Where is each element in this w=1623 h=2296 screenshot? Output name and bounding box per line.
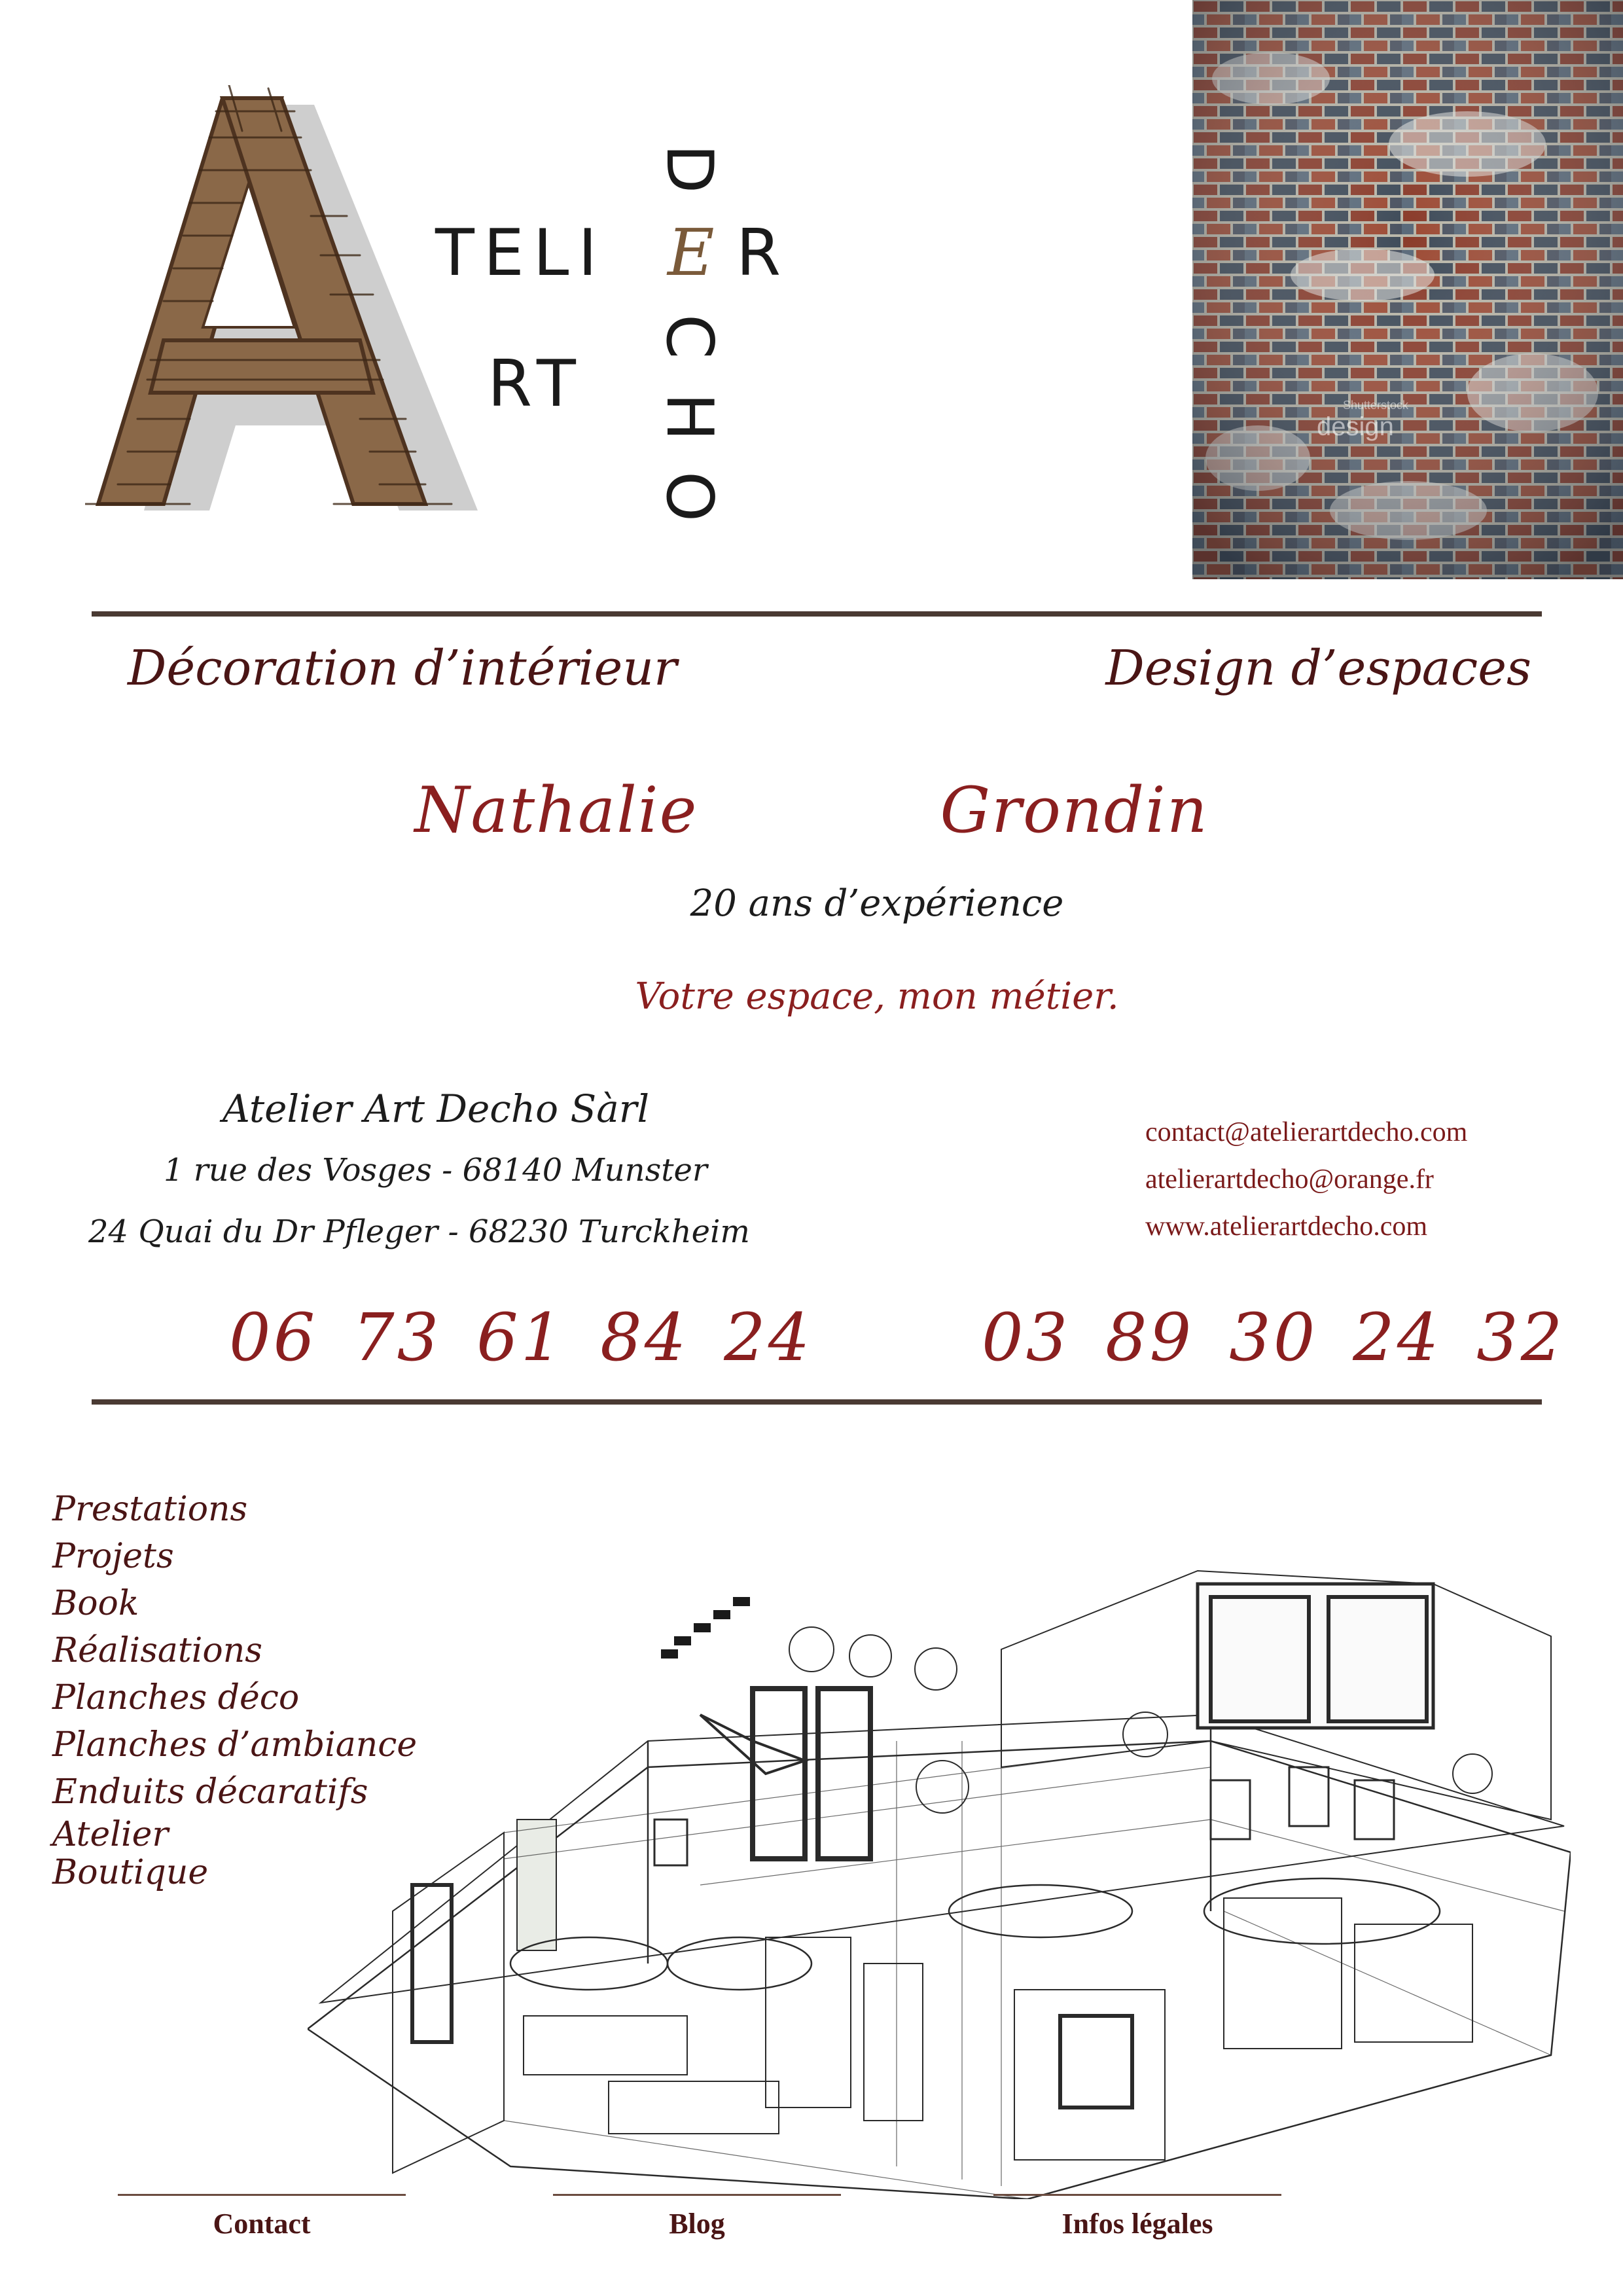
nav-item-boutique[interactable]: Boutique [52, 1853, 209, 1892]
watermark-small-text: Shutterstock [1343, 399, 1409, 412]
tagline-space-design: Design d’espaces [1105, 640, 1531, 696]
footer-blog-link[interactable]: Blog [669, 2208, 725, 2240]
divider-top [92, 611, 1542, 617]
footer-legal-link[interactable]: Infos légales [1061, 2208, 1213, 2240]
logo-letter-h: H [652, 393, 726, 441]
phone-mobile[interactable]: 06 73 61 84 24 [229, 1299, 813, 1376]
nav-item-book[interactable]: Book [52, 1584, 139, 1623]
logo-letter-o: O [652, 471, 726, 522]
brick-wall-photo [1192, 0, 1623, 579]
slogan-text: Votre espace, mon métier. [635, 975, 1119, 1018]
nav-item-enduits-decoratifs[interactable]: Enduits décaratifs [52, 1772, 368, 1812]
nav-item-prestations[interactable]: Prestations [52, 1490, 248, 1529]
company-logo [85, 85, 818, 556]
phone-landline[interactable]: 03 89 30 24 32 [982, 1299, 1565, 1376]
footer-divider-contact [118, 2194, 406, 2196]
logo-word-rt: RT [488, 347, 585, 422]
divider-bottom [92, 1399, 1542, 1405]
nav-item-projets[interactable]: Projets [52, 1537, 174, 1576]
person-name-text: Nathalie Grondin [414, 774, 1209, 847]
logo-letter-e: E [668, 216, 715, 291]
logo-letter-d: D [652, 144, 726, 194]
tagline-interior-decoration: Décoration d’intérieur [128, 640, 677, 696]
footer-divider-legal [993, 2194, 1281, 2196]
nav-item-planches-deco[interactable]: Planches déco [52, 1678, 300, 1717]
logo-letter-c: C [652, 314, 726, 359]
main-nav [52, 1486, 510, 1892]
email-orange-link[interactable]: atelierartdecho@orange.fr [1145, 1164, 1434, 1194]
nav-item-planches-ambiance[interactable]: Planches d’ambiance [52, 1725, 418, 1765]
address-munster: 1 rue des Vosges - 68140 Munster [164, 1152, 707, 1189]
logo-word-telier: TELI [435, 216, 607, 291]
footer-contact-link[interactable]: Contact [213, 2208, 311, 2240]
watermark-text: design [1317, 412, 1394, 441]
nav-item-realisations[interactable]: Réalisations [52, 1631, 262, 1670]
logo-letter-r: R [736, 216, 781, 291]
footer-divider-blog [553, 2194, 841, 2196]
person-name [0, 774, 1623, 847]
experience-text: 20 ans d’expérience [690, 882, 1064, 925]
email-contact-link[interactable]: contact@atelierartdecho.com [1145, 1117, 1468, 1147]
company-name: Atelier Art Decho Sàrl [223, 1086, 650, 1131]
address-turckheim: 24 Quai du Dr Pfleger - 68230 Turckheim [88, 1213, 750, 1250]
nav-item-atelier[interactable]: Atelier [52, 1815, 169, 1854]
website-link[interactable]: www.atelierartdecho.com [1145, 1211, 1428, 1242]
